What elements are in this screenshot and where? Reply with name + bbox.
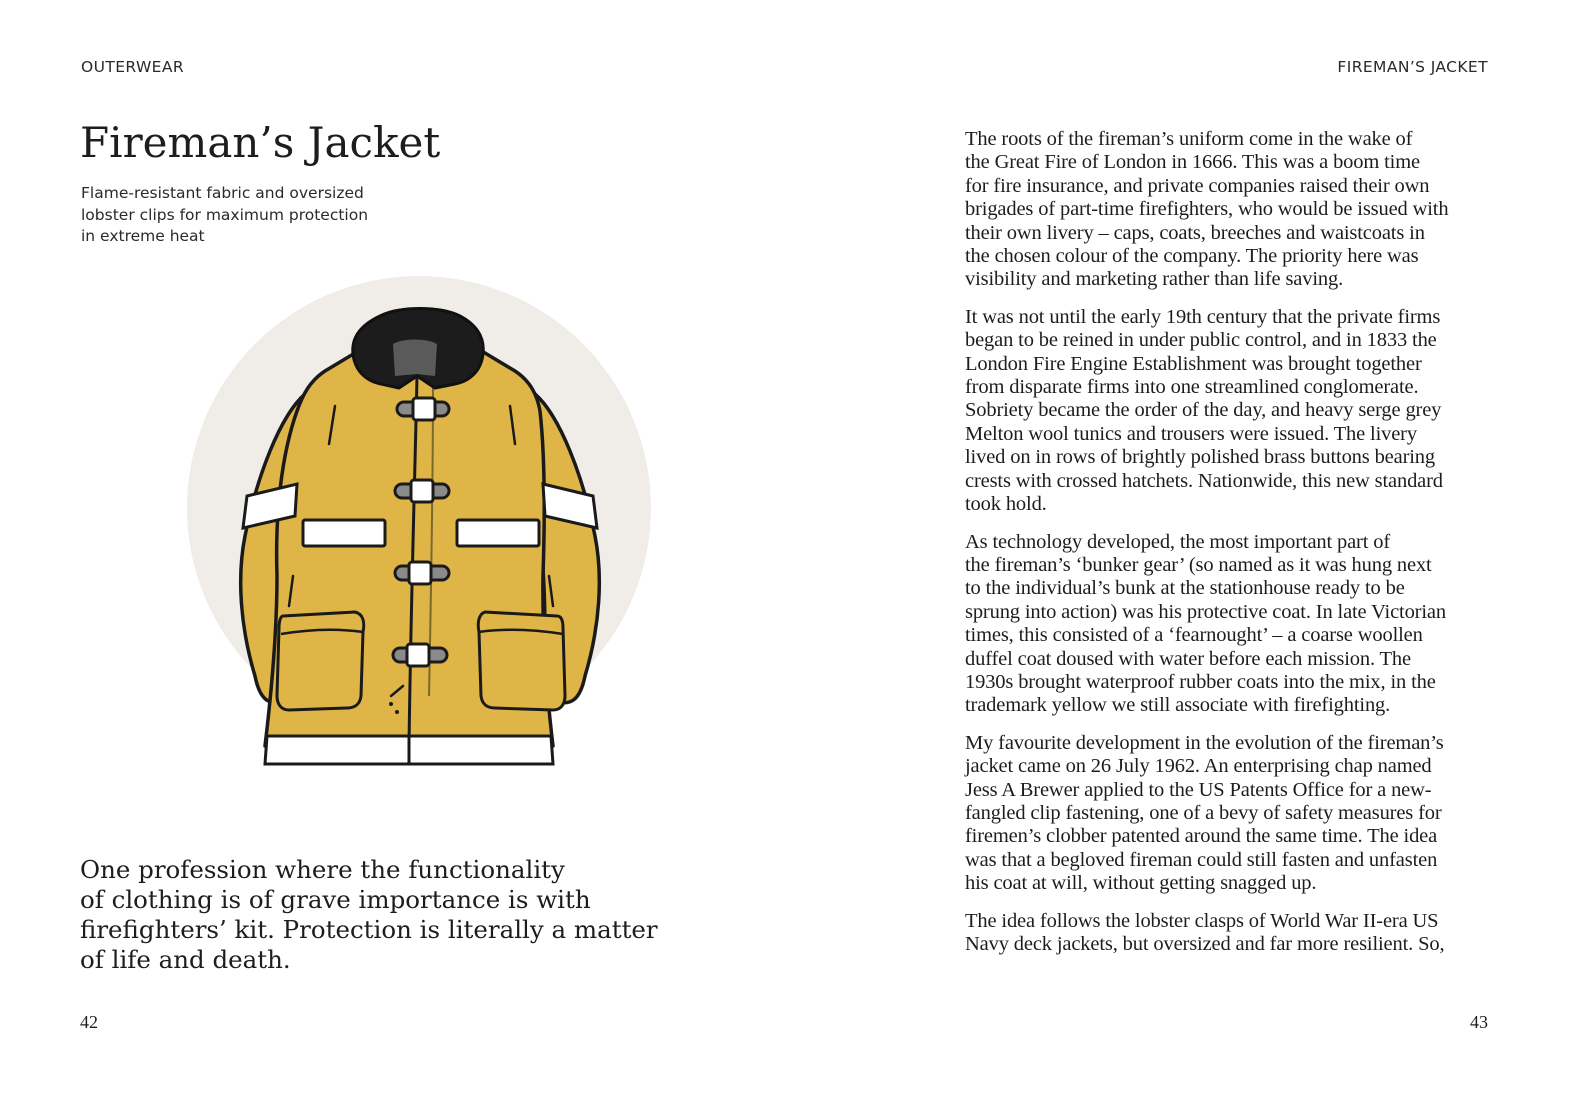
text-line: visibility and marketing rather than life saving. [965,268,1344,291]
text-line: trademark yellow we still associate with firefighting. [965,694,1391,717]
text-line: his coat at will, without getting snagged up. [965,872,1317,895]
subtitle-line: Flame-resistant fabric and oversized [81,184,364,202]
lower-pocket-right [478,612,565,710]
text-line: 1930s brought waterproof rubber coats into the mix, in the [965,670,1436,693]
collar-lining [393,340,437,377]
subtitle [81,183,401,248]
body-paragraph-5 [965,910,1490,957]
running-head-right: FIREMAN’S JACKET [1337,58,1488,76]
body-paragraph-2 [965,306,1490,517]
page-title: Fireman’s Jacket [80,118,441,167]
page-number-right: 43 [1470,1012,1488,1032]
fireman-jacket-illustration [185,276,655,776]
text-line: took hold. [965,493,1047,516]
body-paragraph-3 [965,531,1490,718]
text-line: for fire insurance, and private companies raised their own [965,174,1430,197]
text-line: the fireman’s ‘bunker gear’ (so named as it was hung next [965,553,1432,576]
text-line: duffel coat doused with water before each mission. The [965,647,1411,670]
text-line: As technology developed, the most important part of [965,530,1391,553]
lobster-clip-3 [395,562,449,584]
text-line: crests with crossed hatchets. Nationwide, this new standard [965,469,1443,492]
text-line: London Fire Engine Establishment was brought together [965,352,1422,375]
text-line: jacket came on 26 July 1962. An enterprising chap named [965,755,1432,778]
pull-quote-line: firefighters’ kit. Protection is literally a matter [80,915,658,944]
text-line: Jess A Brewer applied to the US Patents Office for a new- [965,778,1432,801]
text-line: sprung into action) was his protective coat. In late Victorian [965,600,1446,623]
text-line: the chosen colour of the company. The priority here was [965,245,1419,268]
subtitle-line: in extreme heat [81,227,205,245]
text-line: It was not until the early 19th century that the private firms [965,305,1441,328]
text-line: My favourite development in the evolution of the fireman’s [965,731,1444,754]
text-line: to the individual’s bunk at the stationhouse ready to be [965,577,1405,600]
text-line: from disparate firms into one streamlined conglomerate. [965,376,1419,399]
pull-quote [80,855,658,975]
text-line: lived on in rows of brightly polished brass buttons bearing [965,446,1435,469]
page-number-left: 42 [80,1012,98,1032]
body-text-column [965,128,1490,970]
lobster-clip-1 [397,398,449,420]
text-line: fangled clip fastening, one of a bevy of safety measures for [965,801,1442,824]
chest-pocket-left [303,520,385,546]
text-line: The idea follows the lobster clasps of World War II-era US [965,909,1439,932]
text-line: Navy deck jackets, but oversized and far more resilient. So, [965,933,1445,955]
subtitle-line: lobster clips for maximum protection [81,205,369,224]
text-line: their own livery – caps, coats, breeches and waistcoats in [965,221,1425,244]
text-line: firemen’s clobber patented around the same time. The idea [965,825,1438,848]
text-line: began to be reined in under public control, and in 1833 the [965,329,1437,352]
running-head-left: OUTERWEAR [81,58,185,76]
pull-quote-line: One profession where the functionality [80,855,565,884]
text-line: times, this consisted of a ‘fearnought’ – a coarse woollen [965,624,1423,647]
text-line: the Great Fire of London in 1666. This was a boom time [965,151,1420,174]
text-line: was that a begloved fireman could still fasten and unfasten [965,848,1438,871]
chest-pocket-right [457,520,539,546]
text-line: Sobriety became the order of the day, and heavy serge grey [965,399,1442,422]
lobster-clip-4 [393,644,447,666]
pull-quote-line: of clothing is of grave importance is with [80,885,591,914]
body-paragraph-4 [965,732,1490,896]
text-line: brigades of part-time firefighters, who would be issued with [965,198,1449,221]
body-paragraph-1 [965,128,1490,292]
pull-quote-line: of life and death. [80,945,291,974]
text-line: The roots of the fireman’s uniform come in the wake of [965,128,1413,150]
text-line: Melton wool tunics and trousers were issued. The livery [965,422,1417,445]
lobster-clip-2 [395,480,449,502]
lower-pocket-left [277,612,364,710]
